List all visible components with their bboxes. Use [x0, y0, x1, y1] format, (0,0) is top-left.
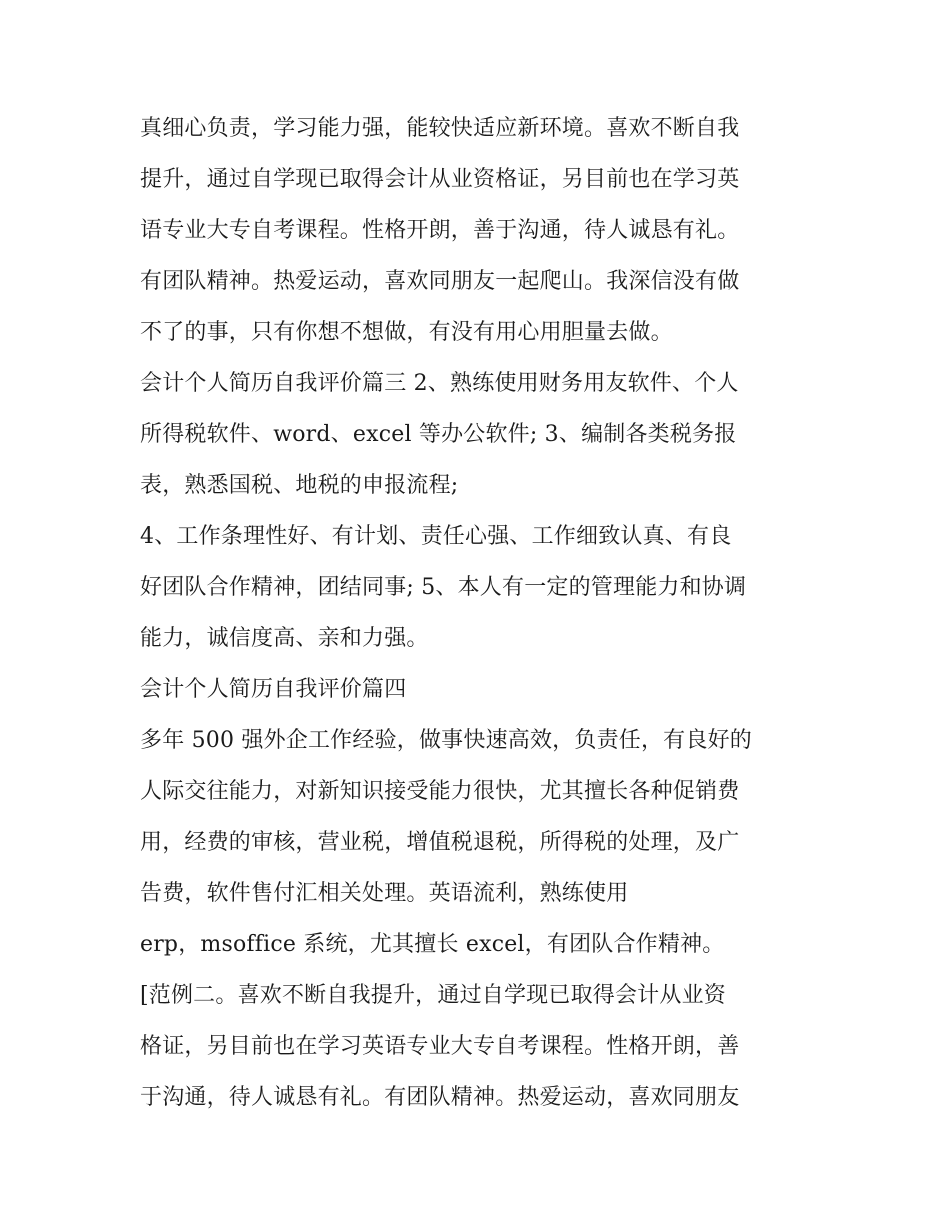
body-text: [140, 103, 830, 1123]
text-line: 能力，诚信度高、亲和力强。: [140, 626, 429, 651]
text-line: 用，经费的审核，营业税，增值税退税，所得税的处理，及广: [140, 830, 740, 855]
text-line: 4、工作条理性好、有计划、责任心强、工作细致认真、有良: [140, 524, 732, 549]
text-line: 语专业大专自考课程。性格开朗，善于沟通，待人诚恳有礼。: [140, 218, 740, 243]
text-line: 多年 500 强外企工作经验，做事快速高效，负责任，有良好的: [140, 728, 752, 753]
text-line: 不了的事，只有你想不想做，有没有用心用胆量去做。: [140, 320, 673, 345]
text-line: 告费，软件售付汇相关处理。英语流利，熟练使用: [140, 881, 629, 906]
text-line: erp，msoffice 系统，尤其擅长 excel，有团队合作精神。: [140, 932, 725, 957]
text-line: 好团队合作精神，团结同事; 5、本人有一定的管理能力和协调: [140, 575, 747, 600]
section-heading-line: 会计个人简历自我评价篇三 2、熟练使用财务用友软件、个人: [140, 371, 739, 396]
text-line: 所得税软件、word、excel 等办公软件; 3、编制各类税务报: [140, 422, 737, 447]
text-line: 表，熟悉国税、地税的申报流程;: [140, 473, 459, 498]
text-line: 有团队精神。热爱运动，喜欢同朋友一起爬山。我深信没有做: [140, 269, 740, 294]
text-line: [范例二。喜欢不断自我提升，通过自学现已取得会计从业资: [140, 983, 726, 1008]
text-line: 格证，另目前也在学习英语专业大专自考课程。性格开朗，善: [140, 1034, 740, 1059]
section-heading: 会计个人简历自我评价篇四: [140, 677, 407, 702]
text-line: 人际交往能力，对新知识接受能力很快，尤其擅长各种促销费: [140, 779, 740, 804]
text-line: 于沟通，待人诚恳有礼。有团队精神。热爱运动，喜欢同朋友: [140, 1085, 740, 1110]
text-line: 提升，通过自学现已取得会计从业资格证，另目前也在学习英: [140, 167, 740, 192]
text-line: 真细心负责，学习能力强，能较快适应新环境。喜欢不断自我: [140, 116, 740, 141]
